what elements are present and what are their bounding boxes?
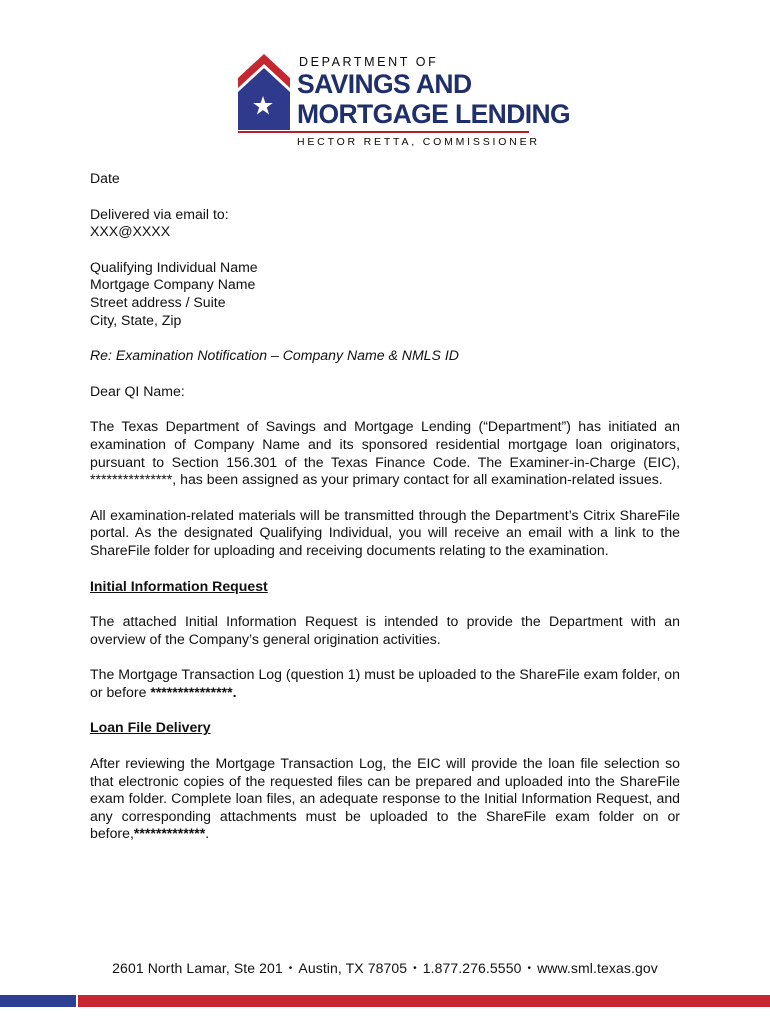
paragraph-text: The Texas Department of Savings and Mortgage Lending (“Department”) has initiated an examination of Company Name and its sponsored residential mortgage loan originators, pursuant to Section 156.301 of the Texas Finance Code. The Examiner-in-Charge (EIC), [90,418,680,470]
footer-bar-blue [0,995,76,1007]
letter-body [90,170,680,843]
paragraph-examination-notice [90,418,680,488]
letterhead-department-of: DEPARTMENT OF [299,55,439,69]
footer-contact [0,960,770,976]
paragraph-text: . [205,825,210,842]
re-line: Re: Examination Notification – Company Name & NMLS ID [90,347,459,364]
paragraph-transaction-log [90,666,680,701]
address-line: City, State, Zip [90,311,182,328]
paragraph-sharefile: All examination-related materials will be transmitted through the Department’s Citrix ShareFile portal. As the designated Qualifying Individual, you will receive an email with a link to the ShareFile folder for uploading and receiving documents relating to the examination. [90,506,680,558]
address-line: Qualifying Individual Name [90,258,258,275]
bullet-separator: • [413,963,417,974]
address-line: Mortgage Company Name [90,276,256,293]
delivered-label: Delivered via email to: [90,205,229,222]
masked-date: ************* [133,825,206,842]
heading-initial-information-request: Initial Information Request [90,577,268,594]
footer-phone: 1.877.276.5550 [422,960,522,976]
paragraph-loan-files [90,755,680,843]
letter-date: Date [90,170,120,186]
house-star-icon [238,54,290,130]
masked-date: ***************. [150,683,237,700]
footer-website[interactable]: www.sml.texas.gov [537,960,658,976]
heading-loan-file-delivery: Loan File Delivery [90,719,211,736]
salutation: Dear QI Name: [90,382,185,399]
address-line: Street address / Suite [90,293,226,310]
paragraph-text: The Mortgage Transaction Log (question 1) must be uploaded to the ShareFile exam folder, on or before [90,666,680,700]
letterhead-title-line2: MORTGAGE LENDING [297,99,571,129]
footer-address: 2601 North Lamar, Ste 201 [112,960,283,976]
bullet-separator: • [527,963,532,974]
letterhead [238,54,571,150]
footer-bar-red [78,995,770,1007]
letterhead-divider [238,131,529,133]
bullet-separator: • [288,963,293,974]
footer-city: Austin, TX 78705 [298,960,408,976]
letterhead-title-line1: SAVINGS AND [297,69,472,99]
recipient-email: XXX@XXXX [90,223,171,240]
masked-name: *************** [90,471,173,488]
paragraph-text: After reviewing the Mortgage Transaction Log, the EIC will provide the loan file selection so that electronic copies of the requested files can be prepared and uploaded into the ShareFile exam folder. Complete loan files, an adequate response to the Initial Information Request, and any corresponding attachments must be uploaded to the ShareFile exam folder on or before, [90,755,680,842]
paragraph-text: , has been assigned as your primary contact for all examination-related issues. [172,471,663,488]
paragraph-initial-request: The attached Initial Information Request is intended to provide the Department with an overview of the Company’s general origination activities. [90,613,680,647]
letterhead-commissioner: HECTOR RETTA, COMMISSIONER [297,136,540,148]
